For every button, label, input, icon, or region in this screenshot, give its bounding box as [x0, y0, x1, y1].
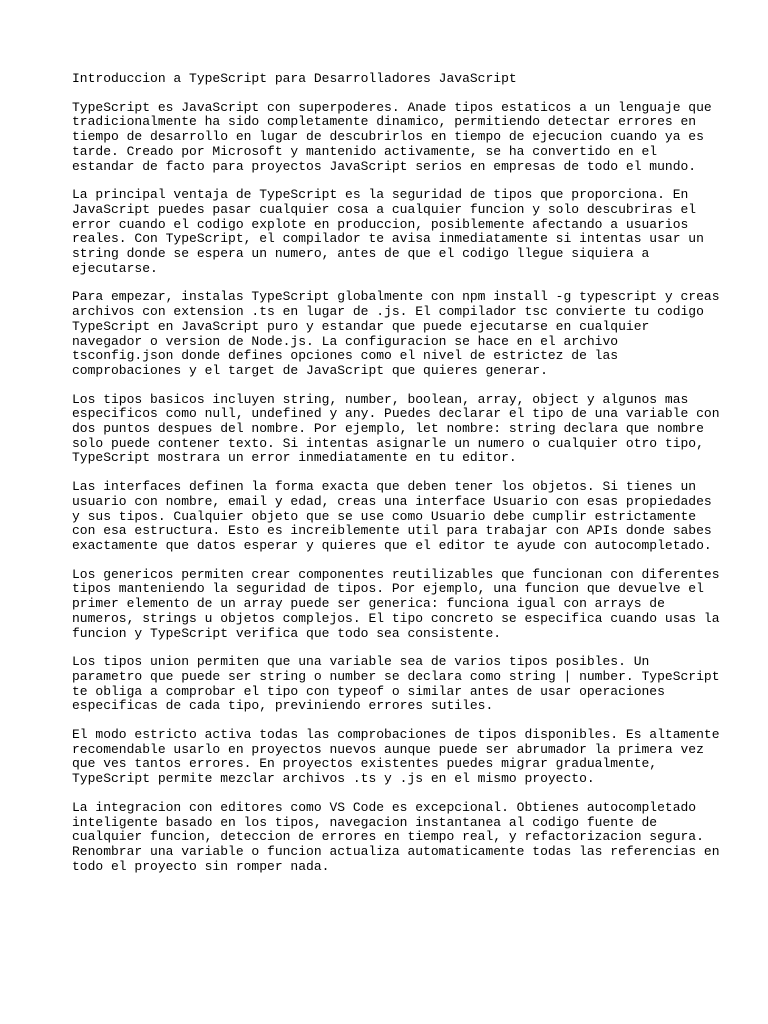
paragraph-line: Renombrar una variable o funcion actualiza automaticamente todas las referencias en [72, 843, 720, 859]
paragraph [72, 727, 720, 787]
paragraph-line: TypeScript en JavaScript puro y estandar que puede ejecutarse en cualquier [72, 318, 650, 334]
paragraph-line: solo puede contener texto. Si intentas asignarle un numero o cualquier otro tipo, [72, 435, 704, 451]
paragraph-line: ejecutarse. [72, 260, 158, 276]
paragraph-line: estandar de facto para proyectos JavaScript serios en empresas de todo el mundo. [72, 158, 697, 174]
paragraph [72, 566, 720, 642]
paragraph-line: te obliga a comprobar el tipo con typeof o similar antes de usar operaciones [72, 683, 665, 699]
paragraph-line: dos puntos despues del nombre. Por ejemplo, let nombre: string declara que nombre [72, 421, 704, 437]
paragraph-line: Los tipos union permiten que una variable sea de varios tipos posibles. Un [72, 654, 650, 670]
paragraph-line: string donde se espera un numero, antes de que el codigo llegue siquiera a [72, 246, 650, 262]
document-page [72, 71, 720, 888]
paragraph-line: navegador o version de Node.js. La configuracion se hace en el archivo [72, 333, 619, 349]
paragraph-line: todo el proyecto sin romper nada. [72, 858, 330, 874]
paragraph-line: que ves tantos errores. En proyectos existentes puedes migrar gradualmente, [72, 756, 658, 772]
paragraph-line: error cuando el codigo explote en produccion, posiblemente afectando a usuarios [72, 216, 689, 232]
paragraph-line: TypeScript permite mezclar archivos .ts y .js en el mismo proyecto. [72, 771, 595, 787]
paragraph-line: El modo estricto activa todas las comprobaciones de tipos disponibles. Es altamente [72, 727, 720, 743]
paragraph-line: especificos como null, undefined y any. Puedes declarar el tipo de una variable con [72, 406, 720, 422]
paragraph-line: funcion y TypeScript verifica que todo sea consistente. [72, 625, 502, 641]
paragraph [72, 480, 712, 554]
paragraph [72, 101, 712, 175]
paragraph-line: tradicionalmente ha sido completamente dinamico, permitiendo detectar errores en [72, 114, 697, 130]
paragraph-line: tarde. Creado por Microsoft y mantenido activamente, se ha convertido en el [72, 143, 658, 159]
paragraph-line: Para empezar, instalas TypeScript globalmente con npm install -g typescript y creas [72, 289, 720, 305]
paragraph [72, 654, 720, 714]
paragraph-line: comprobaciones y el target de JavaScript que quieres generar. [72, 362, 548, 378]
paragraph-line: Los tipos basicos incluyen string, number, boolean, array, object y algunos mas [72, 391, 689, 407]
paragraph-line: cualquier funcion, deteccion de errores en tiempo real, y refactorizacion segura. [72, 829, 704, 845]
paragraph [72, 188, 712, 276]
paragraph-line: La integracion con editores como VS Code es excepcional. Obtienes autocompletado [72, 799, 697, 815]
paragraph-line: recomendable usarlo en proyectos nuevos aunque puede ser abrumador la primera vez [72, 741, 704, 757]
paragraph-line: y sus tipos. Cualquier objeto que se use como Usuario debe cumplir estrictamente [72, 508, 697, 524]
paragraph-line: TypeScript mostrara un error inmediatamente en tu editor. [72, 450, 517, 466]
paragraph-line: JavaScript puedes pasar cualquier cosa a cualquier funcion y solo descubriras el [72, 201, 697, 217]
paragraph-line: La principal ventaja de TypeScript es la seguridad de tipos que proporciona. En [72, 187, 689, 203]
paragraph-line: reales. Con TypeScript, el compilador te avisa inmediatamente si intentas usar un [72, 231, 704, 247]
paragraph-line: Los genericos permiten crear componentes reutilizables que funcionan con diferentes [72, 566, 720, 582]
paragraph-line: Las interfaces definen la forma exacta que deben tener los objetos. Si tienes un [72, 479, 697, 495]
paragraph-line: usuario con nombre, email y edad, creas una interface Usuario con esas propiedades [72, 493, 712, 509]
document-title: Introduccion a TypeScript para Desarrolladores JavaScript [72, 71, 517, 86]
paragraph-line: exactamente que datos esperar y quieres que el editor te ayude con autocompletado. [72, 537, 712, 553]
paragraph-line: TypeScript es JavaScript con superpoderes. Anade tipos estaticos a un lenguaje que [72, 99, 712, 115]
paragraph-line: tipos manteniendo la seguridad de tipos. Por ejemplo, una funcion que devuelve el [72, 581, 704, 597]
paragraph-line: archivos con extension .ts en lugar de .js. El compilador tsc convierte tu codigo [72, 304, 704, 320]
paragraph-line: tsconfig.json donde defines opciones como el nivel de estrictez de las [72, 348, 619, 364]
paragraph [72, 391, 720, 467]
paragraph-line: primer elemento de un array puede ser generica: funciona igual con arrays de [72, 596, 665, 612]
paragraph [72, 799, 720, 875]
paragraph-line: parametro que puede ser string o number se declara como string | number. TypeScript [72, 668, 720, 684]
paragraph [72, 289, 720, 378]
paragraph-line: tiempo de desarrollo en lugar de descubrirlos en tiempo de ejecucion cuando ya es [72, 129, 704, 145]
document-body [72, 99, 720, 875]
paragraph-line: especificas de cada tipo, previniendo errores sutiles. [72, 698, 494, 714]
paragraph-line: con esa estructura. Esto es increiblemente util para trabajar con APIs donde sabes [72, 523, 712, 539]
paragraph-line: numeros, strings u objetos complejos. El tipo concreto se especifica cuando usas la [72, 610, 720, 626]
paragraph-line: inteligente basado en los tipos, navegacion instantanea al codigo fuente de [72, 814, 658, 830]
